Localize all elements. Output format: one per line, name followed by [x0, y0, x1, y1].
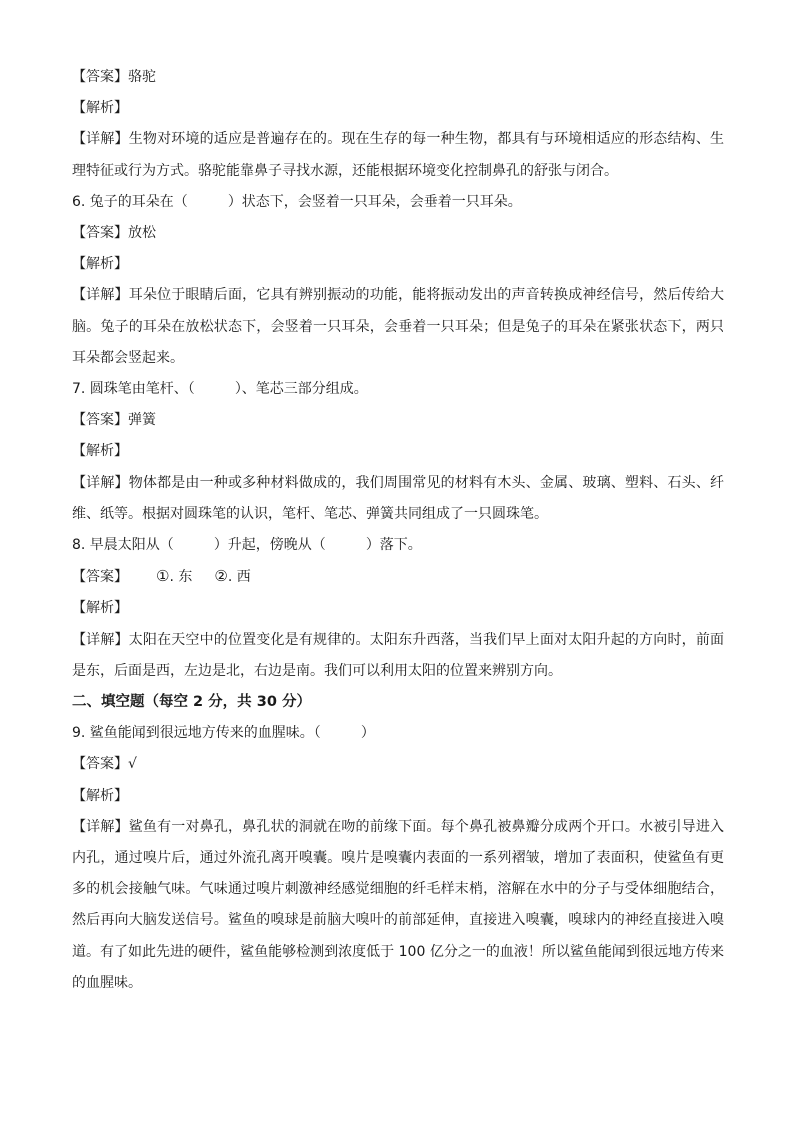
q9-stem-end: ） — [360, 725, 375, 742]
q9-stem — [72, 718, 724, 749]
q9-analysis-label: 【解析】 — [72, 787, 128, 804]
section-2-title: 二、填空题（每空 2 分，共 30 分） — [72, 694, 311, 711]
q7-answer: 【答案】弹簧 — [72, 412, 156, 429]
q7-analysis-label: 【解析】 — [72, 443, 128, 460]
q6-answer: 【答案】放松 — [72, 225, 156, 242]
q8-answer-value-1: . 东 — [169, 569, 193, 586]
q8-answer — [72, 561, 724, 593]
q8-stem — [72, 530, 724, 561]
q6-stem-start: 6. 兔子的耳朵在（ — [72, 193, 188, 210]
q8-stem-start: 8. 早晨太阳从（ — [72, 537, 174, 554]
q6-analysis-label: 【解析】 — [72, 256, 128, 273]
q6-detail: 【详解】耳朵位于眼睛后面，它具有辨别振动的功能，能将振动发出的声音转换成神经信号，然后传给大脑。兔子的耳朵在放松状态下，会竖着一只耳朵，会垂着一只耳朵；但是兔子的耳朵在紧张状态下，两只耳朵都会竖起来。 — [72, 287, 724, 366]
q7-stem-start: 7. 圆珠笔由笔杆、（ — [72, 381, 195, 398]
q8-answer-value-2: . 西 — [227, 569, 251, 586]
q8-stem-end: ）落下。 — [365, 537, 422, 554]
q8-answer-label: 【答案】 — [72, 569, 128, 586]
q5-detail: 【详解】生物对环境的适应是普遍存在的。现在生存的每一种生物，都具有与环境相适应的形态结构、生理特征或行为方式。骆驼能靠鼻子寻找水源，还能根据环境变化控制鼻孔的舒张与闭合。 — [72, 131, 724, 179]
q8-analysis-label: 【解析】 — [72, 600, 128, 617]
q7-stem-end: ）、笔芯三部分组成。 — [234, 381, 368, 398]
q6-stem-end: ）状态下，会竖着一只耳朵，会垂着一只耳朵。 — [227, 193, 522, 210]
q8-answer-mark-2: ② — [214, 567, 228, 586]
q9-answer: 【答案】√ — [72, 756, 137, 773]
q8-answer-mark-1: ① — [156, 567, 170, 586]
q7-stem — [72, 374, 724, 405]
q8-detail: 【详解】太阳在天空中的位置变化是有规律的。太阳东升西落，当我们早上面对太阳升起的方向时，前面是东，后面是西，左边是北，右边是南。我们可以利用太阳的位置来辨别方向。 — [72, 631, 724, 679]
q8-stem-middle: ）升起，傍晚从（ — [213, 537, 326, 554]
q6-stem — [72, 187, 724, 218]
q5-analysis-label: 【解析】 — [72, 100, 128, 117]
q7-detail: 【详解】物体都是由一种或多种材料做成的，我们周围常见的材料有木头、金属、玻璃、塑料、石头、纤维、纸等。根据对圆珠笔的认识，笔杆、笔芯、弹簧共同组成了一只圆珠笔。 — [72, 474, 724, 522]
q9-stem-start: 9. 鲨鱼能闻到很远地方传来的血腥味。（ — [72, 725, 321, 742]
document-content — [72, 62, 724, 999]
q9-detail: 【详解】鲨鱼有一对鼻孔，鼻孔状的洞就在吻的前缘下面。每个鼻孔被鼻瓣分成两个开口。水被引导进入内孔，通过嗅片后，通过外流孔离开嗅囊。嗅片是嗅囊内表面的一系列褶皱，增加了表面积，使鲨鱼有更多的机会接触气味。气味通过嗅片刺激神经感觉细胞的纤毛样末梢，溶解在水中的分子与受体细胞结合，然后再向大脑发送信号。鲨鱼的嗅球是前脑大嗅叶的前部延伸，直接进入嗅囊，嗅球内的神经直接进入嗅道。有了如此先进的硬件，鲨鱼能够检测到浓度低于 100 亿分之一的血液！所以鲨鱼能闻到很远地方传来的血腥味。 — [72, 818, 724, 991]
q5-answer: 【答案】骆驼 — [72, 69, 156, 85]
